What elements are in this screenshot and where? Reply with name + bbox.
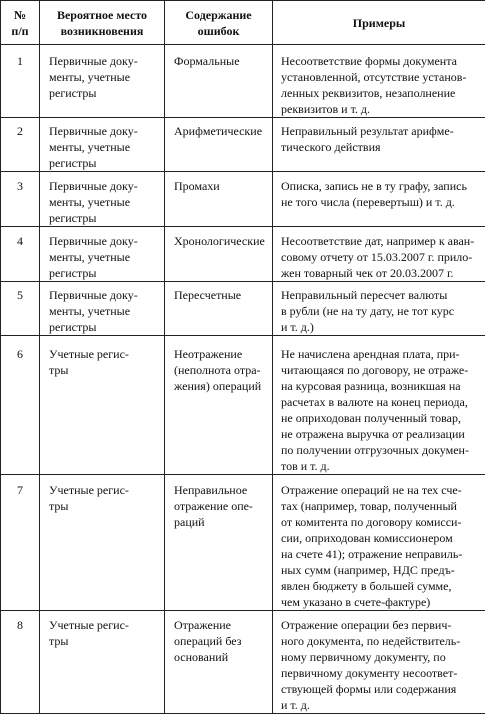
- row-examples-line: от комитента по договору комисси-: [281, 514, 481, 530]
- table-row: [1, 336, 485, 475]
- row-content-cell: [165, 611, 273, 714]
- row-number: 4: [1, 227, 40, 282]
- row-examples-line: явлен бюджету в большей сумме,: [281, 578, 481, 594]
- row-examples-line: тах (например, товар, полученный: [281, 498, 481, 514]
- row-place-line: менты, учетные: [49, 194, 160, 210]
- row-content-line: жения) операций: [174, 378, 268, 394]
- row-examples-line: ствующей формы или содержания: [281, 681, 481, 697]
- row-examples-line: сии, оприходован комиссионером: [281, 530, 481, 546]
- row-place-line: Первичные доку-: [49, 123, 160, 139]
- row-place-line: регистры: [49, 85, 160, 101]
- row-content-line: оснований: [174, 649, 268, 665]
- row-examples-line: в рубли (не на ту дату, не тот курс: [281, 303, 481, 319]
- row-number: 6: [1, 336, 40, 475]
- row-examples-line: ленных реквизитов, незаполнение: [281, 85, 481, 101]
- row-place-cell: [40, 172, 165, 227]
- row-place-line: менты, учетные: [49, 303, 160, 319]
- row-place-line: тры: [49, 498, 160, 514]
- row-number: 7: [1, 475, 40, 611]
- row-examples-line: Не начислена арендная плата, при-: [281, 346, 481, 362]
- row-place-cell: [40, 227, 165, 282]
- header-num: № п/п: [1, 1, 40, 45]
- row-place-line: Учетные регис-: [49, 617, 160, 633]
- table-row: [1, 227, 485, 282]
- row-place-line: менты, учетные: [49, 139, 160, 155]
- table-row: [1, 118, 485, 172]
- row-place-cell: [40, 475, 165, 611]
- row-examples-line: и т. д.): [281, 319, 481, 335]
- row-place-cell: [40, 118, 165, 172]
- row-examples-line: ных сумм (например, НДС предъ-: [281, 562, 481, 578]
- row-content-line: Неправильное: [174, 482, 268, 498]
- row-examples-line: не того числа (перевертыш) и т. д.: [281, 194, 481, 210]
- row-examples-line: по получении отгрузочных докумен-: [281, 442, 481, 458]
- row-content-line: Хронологические: [174, 233, 268, 249]
- row-examples-line: реквизитов и т. д.: [281, 101, 481, 117]
- table-row: [1, 475, 485, 611]
- row-content-line: Отражение: [174, 617, 268, 633]
- table-row: [1, 282, 485, 336]
- row-place-line: Первичные доку-: [49, 178, 160, 194]
- row-place-cell: [40, 282, 165, 336]
- row-place-line: менты, учетные: [49, 69, 160, 85]
- row-examples-line: тического действия: [281, 139, 481, 155]
- row-number: 3: [1, 172, 40, 227]
- row-content-line: Неотражение: [174, 346, 268, 362]
- row-number: 8: [1, 611, 40, 714]
- header-row: [1, 1, 485, 45]
- row-place-line: менты, учетные: [49, 249, 160, 265]
- row-examples-line: тов и т. д.: [281, 458, 481, 474]
- table-row: [1, 45, 485, 118]
- row-place-line: Первичные доку-: [49, 287, 160, 303]
- row-examples-line: Описка, запись не в ту графу, запись: [281, 178, 481, 194]
- row-examples-line: на счете 41); отражение неправиль-: [281, 546, 481, 562]
- row-content-cell: [165, 45, 273, 118]
- row-content-cell: [165, 172, 273, 227]
- row-examples-line: ному первичному документу, по: [281, 649, 481, 665]
- row-examples-cell: [273, 336, 485, 475]
- row-content-line: раций: [174, 514, 268, 530]
- row-examples-line: Несоответствие дат, например к аван-: [281, 233, 481, 249]
- row-content-line: отражение опе-: [174, 498, 268, 514]
- row-examples-cell: [273, 227, 485, 282]
- row-examples-line: Несоответствие формы документа: [281, 53, 481, 69]
- row-examples-cell: [273, 45, 485, 118]
- row-examples-line: расчетах в валюте на конец периода,: [281, 394, 481, 410]
- table-body: [1, 45, 485, 714]
- row-examples-cell: [273, 118, 485, 172]
- header-examples: Примеры: [273, 1, 485, 45]
- row-place-line: регистры: [49, 319, 160, 335]
- row-content-line: Формальные: [174, 53, 268, 69]
- row-place-line: тры: [49, 362, 160, 378]
- row-place-line: регистры: [49, 265, 160, 281]
- row-examples-line: Отражение операции без первич-: [281, 617, 481, 633]
- row-examples-line: совому отчету от 15.03.2007 г. прило-: [281, 249, 481, 265]
- row-place-line: регистры: [49, 210, 160, 226]
- row-place-line: регистры: [49, 155, 160, 171]
- row-content-line: Пересчетные: [174, 287, 268, 303]
- row-number: 1: [1, 45, 40, 118]
- row-examples-line: читающаяся по договору, не отраже-: [281, 362, 481, 378]
- row-examples-cell: [273, 611, 485, 714]
- row-content-cell: [165, 282, 273, 336]
- row-place-cell: [40, 336, 165, 475]
- row-examples-line: ного документа, по недействитель-: [281, 633, 481, 649]
- row-place-cell: [40, 45, 165, 118]
- row-content-cell: [165, 227, 273, 282]
- row-examples-cell: [273, 475, 485, 611]
- row-place-line: Первичные доку-: [49, 233, 160, 249]
- row-examples-line: Неправильный пересчет валюты: [281, 287, 481, 303]
- row-examples-cell: [273, 172, 485, 227]
- table-row: [1, 172, 485, 227]
- row-number: 5: [1, 282, 40, 336]
- row-examples-line: не оприходован полученный товар,: [281, 410, 481, 426]
- row-content-cell: [165, 336, 273, 475]
- row-number: 2: [1, 118, 40, 172]
- row-examples-cell: [273, 282, 485, 336]
- row-place-line: тры: [49, 633, 160, 649]
- row-examples-line: Неправильный результат арифме-: [281, 123, 481, 139]
- table-row: [1, 611, 485, 714]
- row-place-line: Учетные регис-: [49, 346, 160, 362]
- row-examples-line: жен товарный чек от 20.03.2007 г.: [281, 265, 481, 281]
- row-examples-line: на курсовая разница, возникшая на: [281, 378, 481, 394]
- row-examples-line: и т. д.: [281, 697, 481, 713]
- row-examples-line: не отражена выручка от реализации: [281, 426, 481, 442]
- row-place-cell: [40, 611, 165, 714]
- row-content-line: Арифметические: [174, 123, 268, 139]
- row-place-line: Учетные регис-: [49, 482, 160, 498]
- header-content: Содержание ошибок: [165, 1, 273, 45]
- row-content-line: операций без: [174, 633, 268, 649]
- row-content-cell: [165, 118, 273, 172]
- header-place: Вероятное место возникновения: [40, 1, 165, 45]
- row-examples-line: установленной, отсутствие установ-: [281, 69, 481, 85]
- row-examples-line: первичному документу несоответ-: [281, 665, 481, 681]
- row-examples-line: чем указано в счете-фактуре): [281, 594, 481, 610]
- row-content-cell: [165, 475, 273, 611]
- row-examples-line: Отражение операций не на тех сче-: [281, 482, 481, 498]
- row-content-line: Промахи: [174, 178, 268, 194]
- row-content-line: (неполнота отра-: [174, 362, 268, 378]
- row-place-line: Первичные доку-: [49, 53, 160, 69]
